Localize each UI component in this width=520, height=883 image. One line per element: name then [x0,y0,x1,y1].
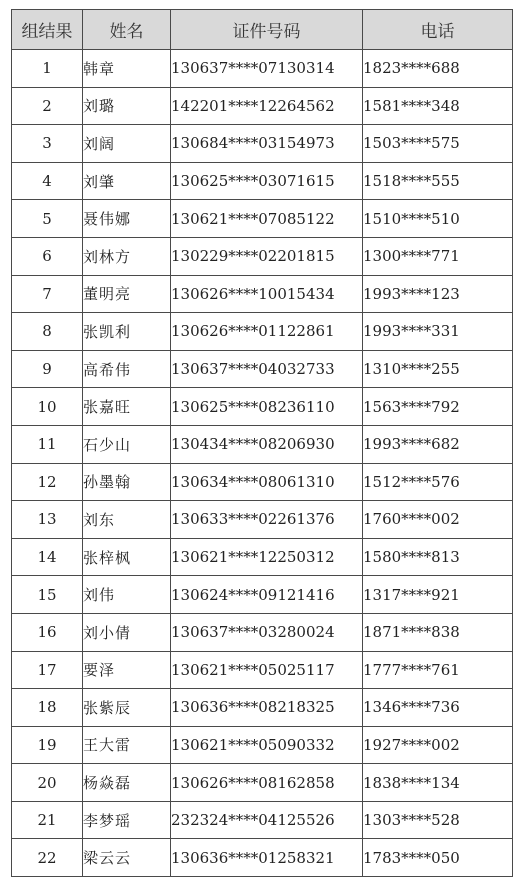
phone-cell: 1871****838 [363,613,513,651]
name-cell: 刘林方 [83,237,171,275]
phone-cell: 1510****510 [363,200,513,238]
phone-cell: 1563****792 [363,388,513,426]
phone-cell: 1760****002 [363,501,513,539]
name-cell: 张梓枫 [83,538,171,576]
table-row [12,839,513,877]
table-row [12,538,513,576]
id-number-cell: 232324****04125526 [171,801,363,839]
table-row [12,87,513,125]
table-row [12,200,513,238]
name-cell: 孙墨翰 [83,463,171,501]
table-row [12,350,513,388]
name-cell: 刘肇 [83,162,171,200]
results-table [11,9,513,877]
table-row [12,576,513,614]
phone-cell: 1310****255 [363,350,513,388]
group-result-cell: 17 [12,651,83,689]
group-result-cell: 5 [12,200,83,238]
table-row [12,651,513,689]
id-number-cell: 130637****07130314 [171,50,363,88]
name-cell: 刘小倩 [83,613,171,651]
name-cell: 张凯利 [83,313,171,351]
name-cell: 张嘉旺 [83,388,171,426]
column-header-id-number: 证件号码 [171,10,363,50]
phone-cell: 1783****050 [363,839,513,877]
group-result-cell: 10 [12,388,83,426]
phone-cell: 1993****123 [363,275,513,313]
phone-cell: 1927****002 [363,726,513,764]
group-result-cell: 8 [12,313,83,351]
group-result-cell: 13 [12,501,83,539]
id-number-cell: 130621****12250312 [171,538,363,576]
name-cell: 要泽 [83,651,171,689]
name-cell: 王大雷 [83,726,171,764]
phone-cell: 1518****555 [363,162,513,200]
column-header-name: 姓名 [83,10,171,50]
phone-cell: 1823****688 [363,50,513,88]
id-number-cell: 130229****02201815 [171,237,363,275]
id-number-cell: 130633****02261376 [171,501,363,539]
phone-cell: 1838****134 [363,764,513,802]
table-row [12,801,513,839]
phone-cell: 1993****331 [363,313,513,351]
id-number-cell: 130636****01258321 [171,839,363,877]
table-row [12,125,513,163]
group-result-cell: 15 [12,576,83,614]
table-row [12,726,513,764]
table-row [12,501,513,539]
group-result-cell: 11 [12,425,83,463]
phone-cell: 1300****771 [363,237,513,275]
id-number-cell: 130626****10015434 [171,275,363,313]
name-cell: 张紫辰 [83,689,171,727]
name-cell: 聂伟娜 [83,200,171,238]
phone-cell: 1512****576 [363,463,513,501]
phone-cell: 1317****921 [363,576,513,614]
group-result-cell: 6 [12,237,83,275]
table-row [12,50,513,88]
id-number-cell: 130684****03154973 [171,125,363,163]
name-cell: 李梦瑶 [83,801,171,839]
name-cell: 刘东 [83,501,171,539]
group-result-cell: 16 [12,613,83,651]
phone-cell: 1346****736 [363,689,513,727]
table-header [12,10,513,50]
name-cell: 梁云云 [83,839,171,877]
group-result-cell: 18 [12,689,83,727]
phone-cell: 1580****813 [363,538,513,576]
id-number-cell: 130625****08236110 [171,388,363,426]
table-row [12,425,513,463]
id-number-cell: 130625****03071615 [171,162,363,200]
table-row [12,689,513,727]
column-header-phone: 电话 [363,10,513,50]
id-number-cell: 130626****08162858 [171,764,363,802]
phone-cell: 1581****348 [363,87,513,125]
id-number-cell: 130626****01122861 [171,313,363,351]
id-number-cell: 130624****09121416 [171,576,363,614]
name-cell: 董明亮 [83,275,171,313]
id-number-cell: 142201****12264562 [171,87,363,125]
id-number-cell: 130637****03280024 [171,613,363,651]
table-row [12,275,513,313]
group-result-cell: 19 [12,726,83,764]
table-row [12,764,513,802]
phone-cell: 1777****761 [363,651,513,689]
name-cell: 高希伟 [83,350,171,388]
name-cell: 刘阔 [83,125,171,163]
group-result-cell: 1 [12,50,83,88]
id-number-cell: 130621****05025117 [171,651,363,689]
group-result-cell: 14 [12,538,83,576]
id-number-cell: 130621****07085122 [171,200,363,238]
table-row [12,313,513,351]
name-cell: 石少山 [83,425,171,463]
id-number-cell: 130621****05090332 [171,726,363,764]
group-result-cell: 22 [12,839,83,877]
phone-cell: 1303****528 [363,801,513,839]
table-row [12,162,513,200]
header-row [12,10,513,50]
id-number-cell: 130636****08218325 [171,689,363,727]
group-result-cell: 21 [12,801,83,839]
table-row [12,613,513,651]
group-result-cell: 12 [12,463,83,501]
table-row [12,388,513,426]
name-cell: 刘璐 [83,87,171,125]
table-row [12,237,513,275]
table-row [12,463,513,501]
group-result-cell: 20 [12,764,83,802]
name-cell: 刘伟 [83,576,171,614]
phone-cell: 1503****575 [363,125,513,163]
group-result-cell: 2 [12,87,83,125]
id-number-cell: 130637****04032733 [171,350,363,388]
id-number-cell: 130634****08061310 [171,463,363,501]
column-header-group-result: 组结果 [12,10,83,50]
table-body [12,50,513,877]
name-cell: 杨焱磊 [83,764,171,802]
group-result-cell: 3 [12,125,83,163]
id-number-cell: 130434****08206930 [171,425,363,463]
group-result-cell: 9 [12,350,83,388]
group-result-cell: 4 [12,162,83,200]
name-cell: 韩章 [83,50,171,88]
group-result-cell: 7 [12,275,83,313]
phone-cell: 1993****682 [363,425,513,463]
